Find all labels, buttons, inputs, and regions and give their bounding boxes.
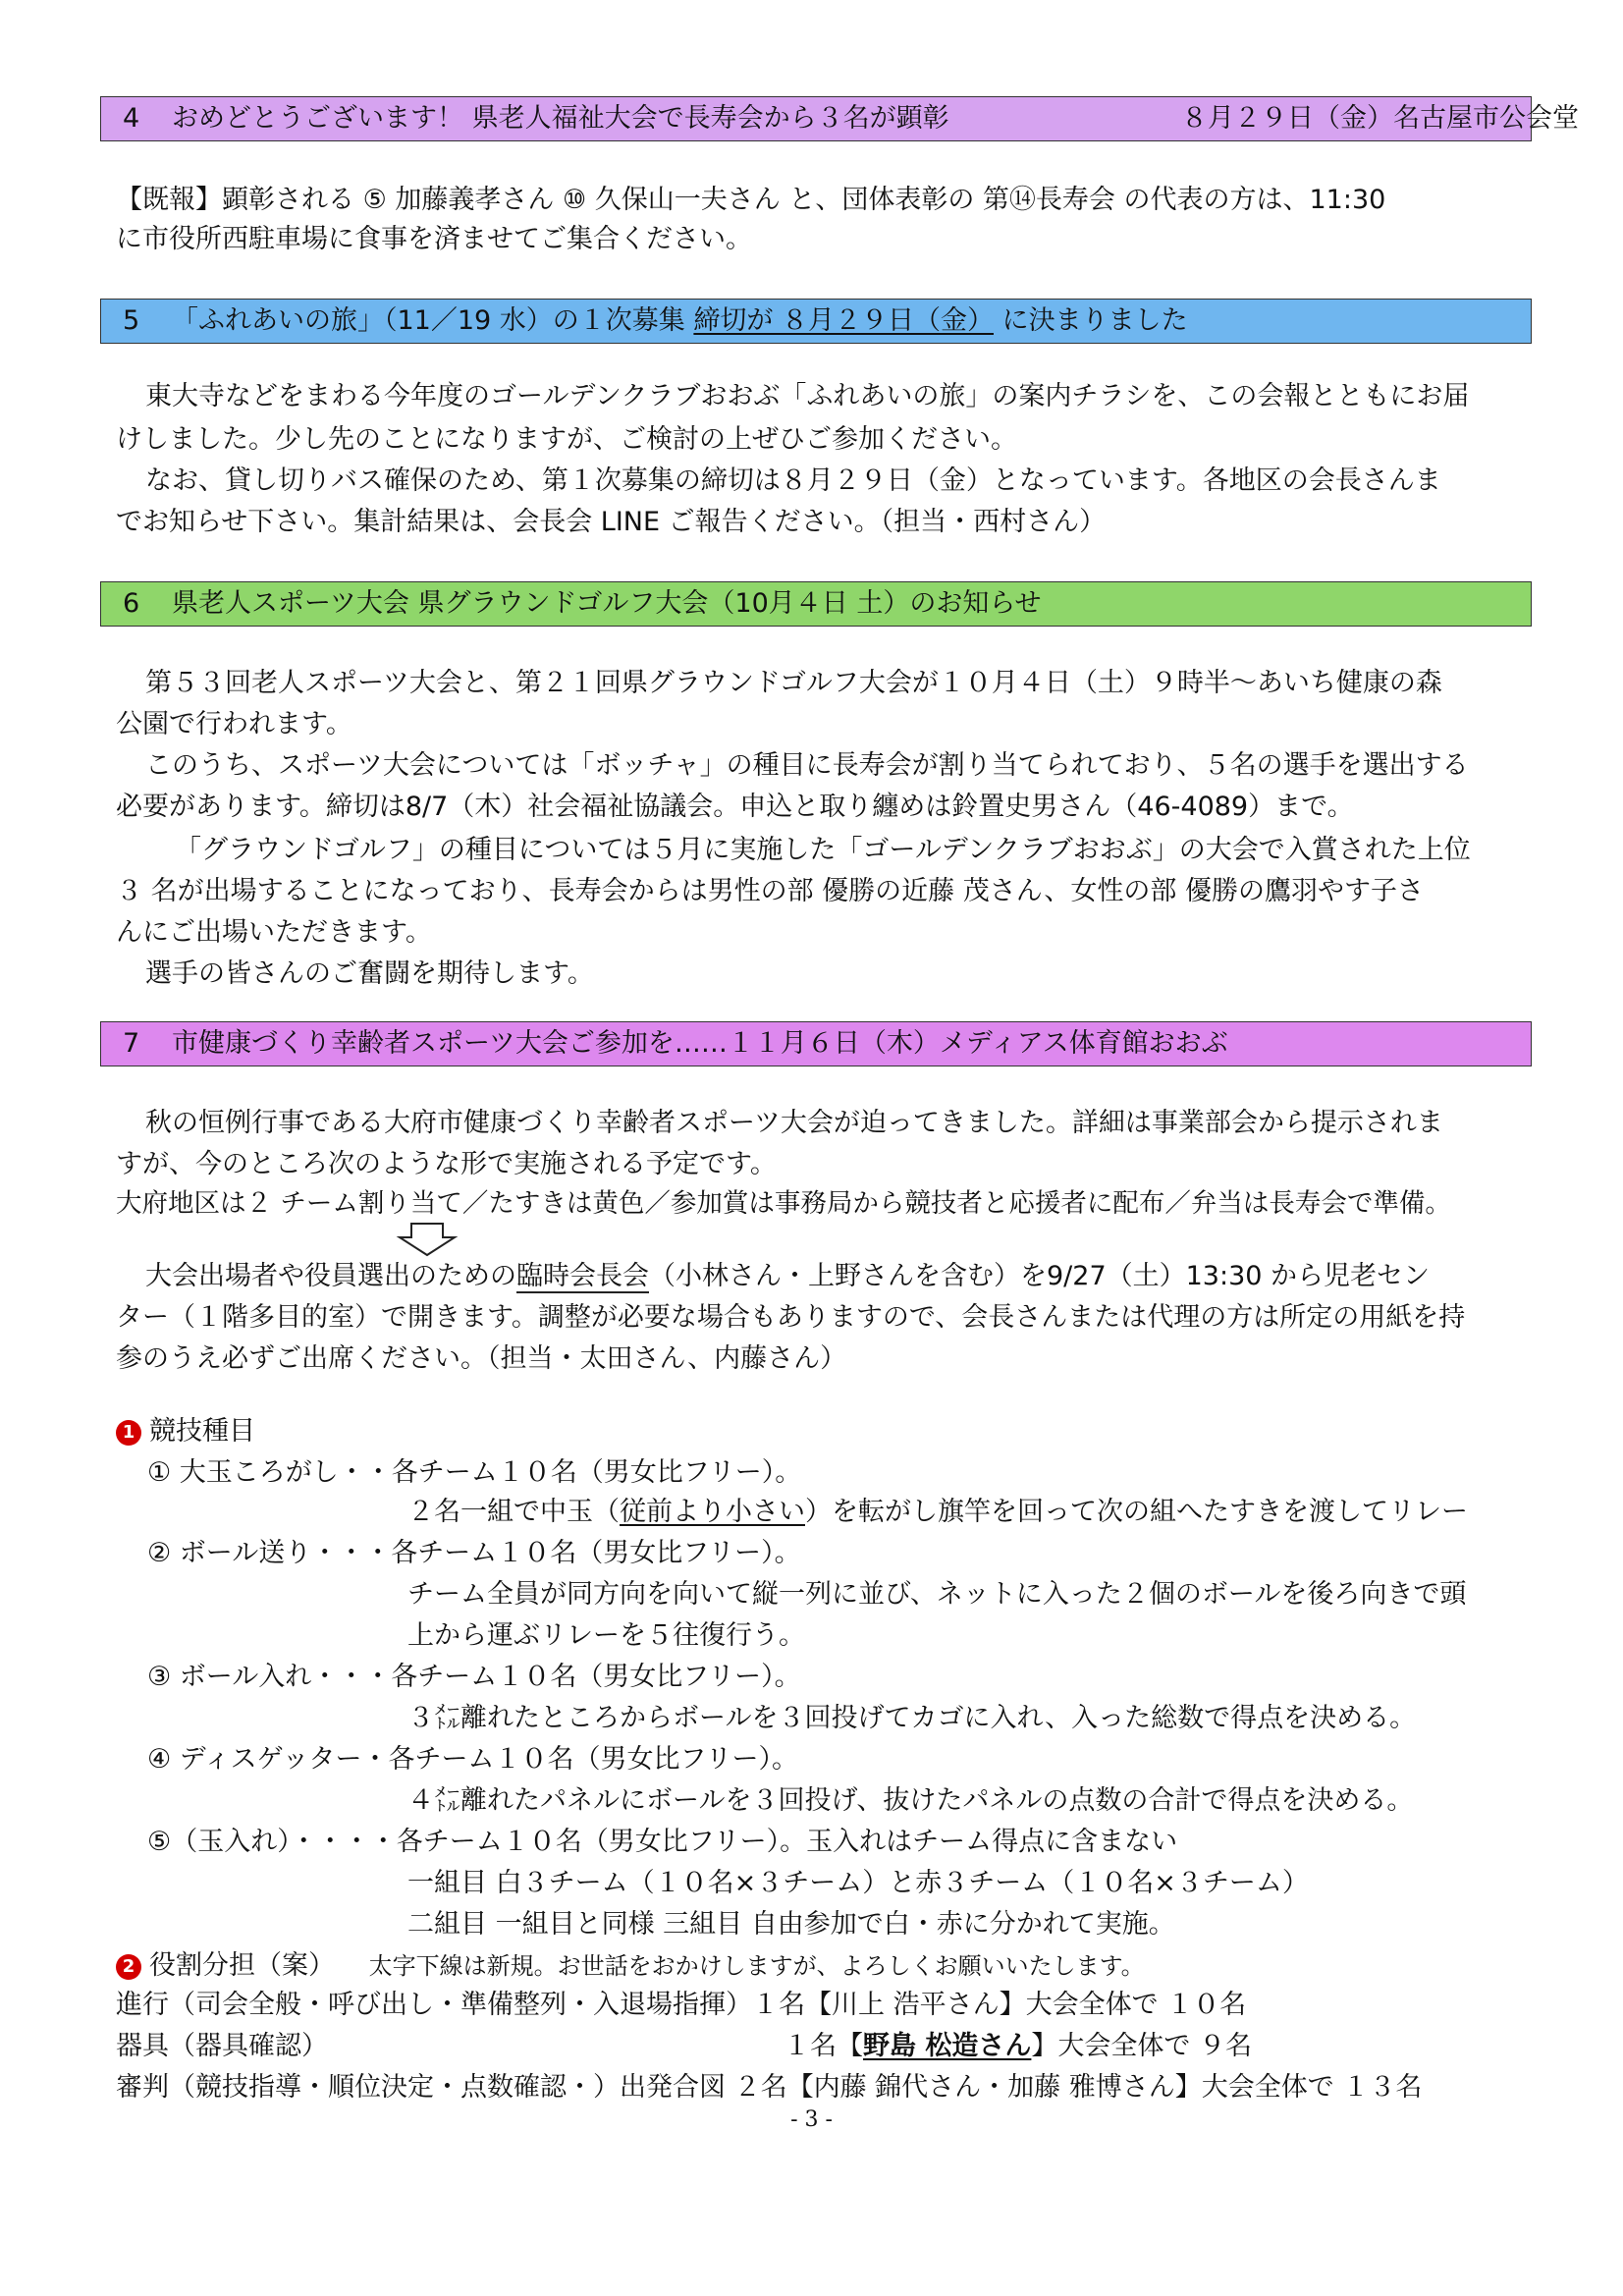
event-5-detail-1: 一組目 白３チーム（１０名×３チーム）と赤３チーム（１０名×３チーム） (407, 1868, 1309, 1898)
s6-line-5: 「グラウンドゴルフ」の種目については５月に実施した「ゴールデンクラブおおぶ」の大会で入賞された上位 (175, 835, 1471, 865)
s7-rinji-kaichokai: 臨時会長会 (516, 1261, 649, 1291)
events-heading-label: 競技種目 (149, 1416, 255, 1447)
section-4-header (100, 96, 1579, 141)
s7-line-4c: （小林さん・上野さんを含む） (649, 1261, 1020, 1291)
events-heading (116, 1412, 255, 1451)
s6-line-1: 第５３回老人スポーツ大会と、第２１回県グラウンドゴルフ大会が１０月４日（土）９時半〜あいち健康の森 (145, 668, 1442, 698)
s7-line-6: 参のうえ必ずご出席ください。（担当・太田さん、内藤さん） (116, 1343, 847, 1374)
s5-line-3: なお、貸し切りバス確保のため、第１次募集の締切は８月２９日（金）となっています。各地区の会長さんま (145, 465, 1441, 496)
section-5-title-c: に決まりました (1001, 305, 1188, 336)
role-equipment-person: 野島 松造さん (863, 2031, 1032, 2061)
s4-line-2: に市役所西駐車場に食事を済ませてご集合ください。 (116, 224, 752, 254)
event-1-detail-underlined: 従前より小さい (620, 1497, 805, 1527)
event-1-detail-a: ２名一組で中玉（ (407, 1497, 620, 1527)
s6-line-3: このうち、スポーツ大会については「ボッチャ」の種目に長寿会が割り当てられており、５名の選手を選出する (145, 750, 1469, 781)
event-2-detail-2: 上から運ぶリレーを５往復行う。 (407, 1620, 805, 1651)
section-4-date: ８月２９日（金）名古屋市公会堂 (1181, 103, 1579, 134)
section-7-title: 市健康づくり幸齢者スポーツ大会ご参加を……１１月６日（木）メディアス体育館おおぶ (172, 1028, 1228, 1059)
s7-line-2: すが、今のところ次のような形で実施される予定です。 (116, 1149, 777, 1179)
section-5-deadline: 締切が ８月２９日（金） (693, 305, 994, 336)
section-7-header (100, 1021, 1532, 1066)
page-number: - 3 - (790, 2107, 833, 2132)
role-equipment-b: １名【 (784, 2031, 863, 2061)
event-5: ⑤（玉入れ）・・・・各チーム１０名（男女比フリー）。玉入れはチーム得点に含まない (147, 1827, 1178, 1857)
s6-line-2: 公園で行われます。 (116, 709, 352, 739)
s7-line-4a: 大会出場者や役員選出のための (145, 1261, 516, 1291)
s6-line-8: 選手の皆さんのご奮闘を期待します。 (145, 958, 594, 989)
s6-line-7: んにご出場いただきます。 (116, 917, 432, 948)
s7-line-5: ター（１階多目的室）で開きます。調整が必要な場合もありますので、会長さんまたは代理の方は所定の用紙を持 (116, 1302, 1466, 1333)
event-4: ④ ディスゲッター・各チーム１０名（男女比フリー）。 (147, 1744, 798, 1775)
roles-heading-label: 役割分担（案） (149, 1950, 335, 1981)
s4-line-1: 【既報】顕彰される ⑤ 加藤義孝さん ⑩ 久保山一夫さん と、団体表彰の 第⑭長寿会 の代表の方は、11:30 (116, 185, 1386, 215)
role-progress-person: 川上 浩平さん (832, 1990, 1000, 2020)
section-5-title-wrap (172, 300, 1188, 343)
down-arrow-icon (398, 1222, 457, 1257)
event-2: ② ボール送り・・・各チーム１０名（男女比フリー）。 (147, 1538, 801, 1568)
s7-line-3: 大府地区は２ チーム割り当て／たすきは黄色／参加賞は事務局から競技者と応援者に配布／弁当は長寿会で準備。 (116, 1188, 1451, 1219)
role-progress-c: 】大会全体で １０名 (999, 1990, 1247, 2020)
role-progress-a: 進行（司会全般・呼び出し・準備整列・入退場指揮）１名【 (116, 1990, 832, 2020)
s6-line-6: ３ 名が出場することになっており、長寿会からは男性の部 優勝の近藤 茂さん、女性の部 優勝の鷹羽やす子さ (116, 876, 1424, 906)
event-1-detail-c: ）を転がし旗竿を回って次の組へたすきを渡してリレー (805, 1497, 1468, 1527)
event-1: ① 大玉ころがし・・各チーム１０名（男女比フリー）。 (147, 1457, 802, 1488)
event-3: ③ ボール入れ・・・各チーム１０名（男女比フリー）。 (147, 1662, 801, 1692)
s5-line-4: でお知らせ下さい。集計結果は、会長会 LINE ご報告ください。（担当・西村さん） (116, 507, 1107, 537)
bullet-1-icon: 1 (116, 1420, 141, 1446)
roles-heading (116, 1946, 1145, 1986)
role-equipment (116, 2027, 1252, 2066)
section-6-title: 県老人スポーツ大会 県グラウンドゴルフ大会（10月４日 土）のお知らせ (172, 588, 1042, 619)
section-4-title: おめどとうございます！ 県老人福祉大会で長寿会から３名が顕彰 (172, 103, 949, 134)
section-6-header (100, 581, 1532, 627)
section-5-title-a: 「ふれあいの旅」（11／19 水）の１次募集 (172, 305, 694, 336)
s5-line-1: 東大寺などをまわる今年度のゴールデンクラブおおぶ「ふれあいの旅」の案内チラシを、この会報とともにお届 (145, 381, 1470, 411)
s7-line-1: 秋の恒例行事である大府市健康づくり幸齢者スポーツ大会が迫ってきました。詳細は事業部会から提示されま (145, 1108, 1443, 1138)
event-2-detail-1: チーム全員が同方向を向いて縦一列に並び、ネットに入った２個のボールを後ろ向きで頭 (407, 1579, 1467, 1610)
s7-line-4 (145, 1257, 1430, 1296)
event-3-detail: ３㍍離れたところからボールを３回投げてカゴに入れ、入った総数で得点を決める。 (407, 1703, 1417, 1733)
s6-line-4: 必要があります。締切は8/7（木）社会福祉協議会。申込と取り纏めは鈴置史男さん（46-4089）まで。 (116, 792, 1354, 822)
bullet-2-icon: 2 (116, 1954, 141, 1980)
section-5-header (100, 299, 1532, 344)
s5-line-2: けしました。少し先のことになりますが、ご検討の上ぜひご参加ください。 (116, 424, 1017, 455)
role-referee: 審判（競技指導・順位決定・点数確認・）出発合図 ２名【内藤 錦代さん・加藤 雅博さん】大会全体で １３名 (116, 2072, 1423, 2103)
event-1-detail (407, 1493, 1468, 1532)
event-5-detail-2: 二組目 一組目と同様 三組目 自由参加で白・赤に分かれて実施。 (407, 1909, 1175, 1940)
role-equipment-d: 】大会全体で ９名 (1031, 2031, 1252, 2061)
role-equipment-a: 器具（器具確認） (116, 2031, 328, 2061)
section-7-number: 7 (123, 1028, 140, 1059)
section-4-number: 4 (123, 103, 140, 134)
roles-note: 太字下線は新規。お世話をおかけしますが、よろしくお願いいたします。 (368, 1952, 1145, 1980)
role-progress (116, 1986, 1246, 2025)
section-5-number: 5 (123, 305, 140, 336)
s7-line-4d: を9/27（土）13:30 から児老セン (1020, 1261, 1431, 1291)
event-4-detail: ４㍍離れたパネルにボールを３回投げ、抜けたパネルの点数の合計で得点を決める。 (407, 1785, 1414, 1816)
section-6-number: 6 (123, 588, 140, 619)
